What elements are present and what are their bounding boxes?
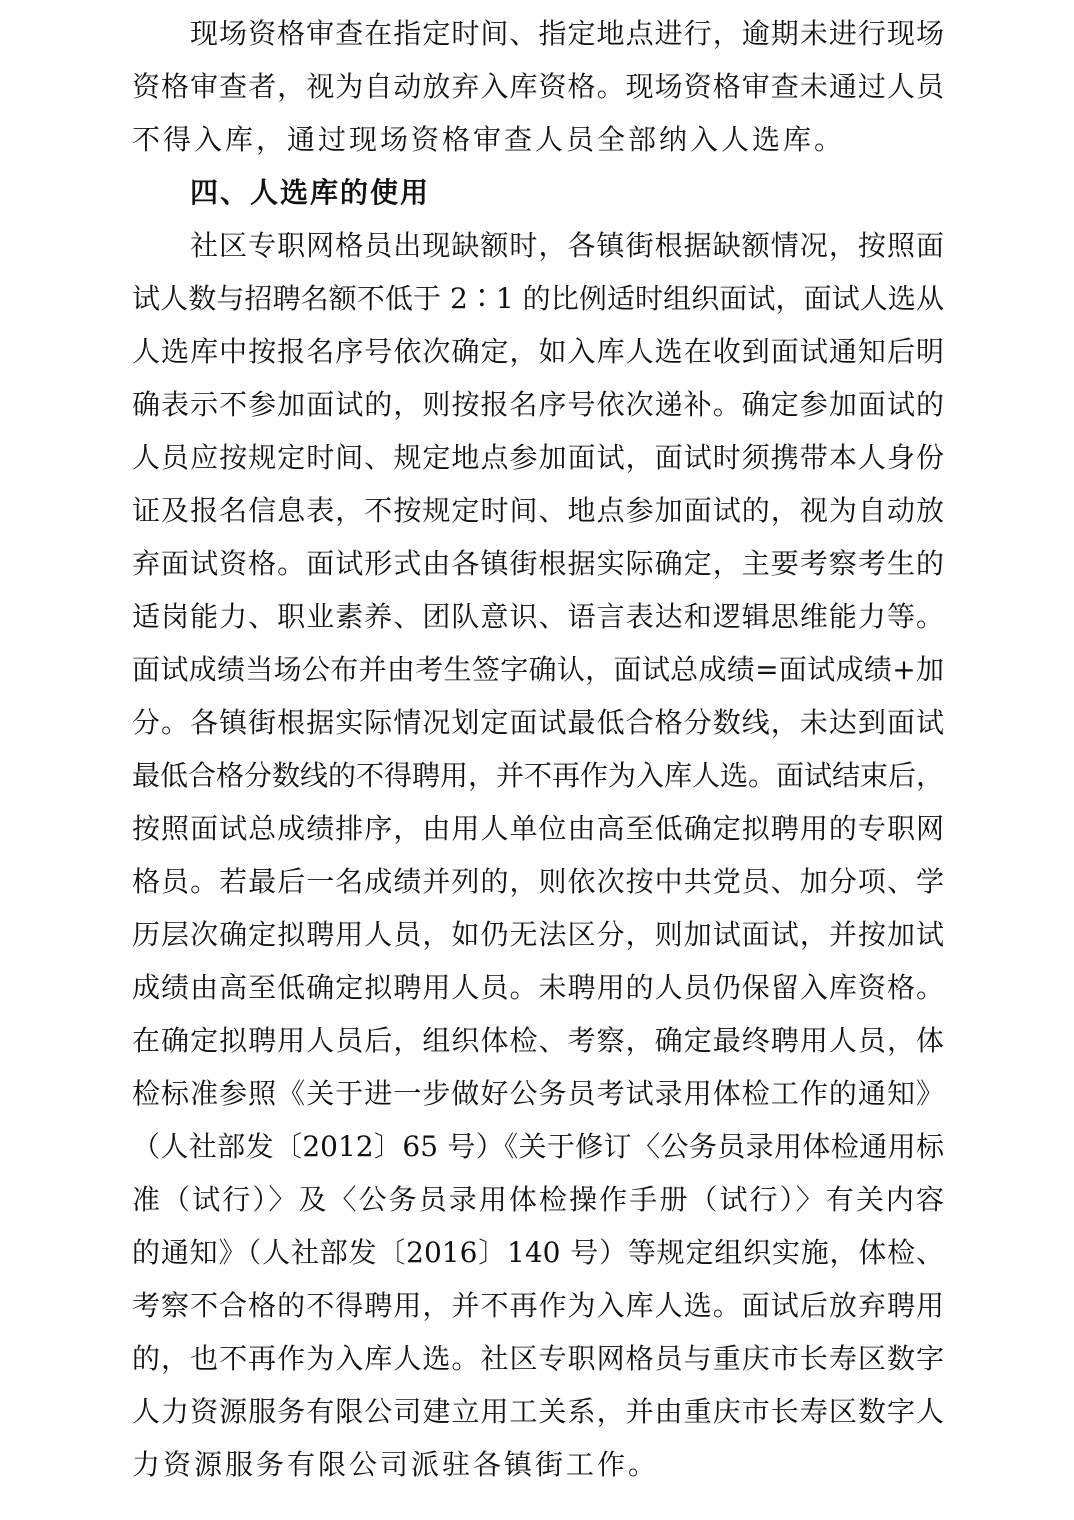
paragraph-2-line-10: 分。各镇街根据实际情况划定面试最低合格分数线，未达到面试 xyxy=(132,706,944,739)
paragraph-2-line-1: 社区专职网格员出现缺额时，各镇街根据缺额情况，按照面 xyxy=(190,229,944,262)
paragraph-2-line-14: 历层次确定拟聘用人员，如仍无法区分，则加试面试，并按加试 xyxy=(132,918,944,951)
paragraph-2-line-4: 确表示不参加面试的，则按报名序号依次递补。确定参加面试的 xyxy=(132,388,944,421)
section-heading: 四、人选库的使用 xyxy=(190,176,431,209)
paragraph-2-line-19: 准（试行）〉及〈公务员录用体检操作手册（试行）〉有关内容 xyxy=(132,1183,944,1216)
paragraph-2-line-20: 的通知》（人社部发〔2016〕140 号）等规定组织实施，体检、 xyxy=(132,1236,944,1269)
paragraph-2-line-11: 最低合格分数线的不得聘用，并不再作为入库人选。面试结束后， xyxy=(132,759,945,792)
paragraph-2-line-22: 的，也不再作为入库人选。社区专职网格员与重庆市长寿区数字 xyxy=(132,1342,944,1375)
paragraph-2-line-24: 力资源服务有限公司派驻各镇街工作。 xyxy=(132,1448,660,1481)
paragraph-2-line-2: 试人数与招聘名额不低于 2∶1 的比例适时组织面试，面试人选从 xyxy=(132,282,944,315)
paragraph-1-line-1: 现场资格审查在指定时间、指定地点进行，逾期未进行现场 xyxy=(190,17,944,50)
paragraph-2-line-23: 人力资源服务有限公司建立用工关系，并由重庆市长寿区数字人 xyxy=(132,1395,944,1428)
paragraph-2-line-12: 按照面试总成绩排序，由用人单位由高至低确定拟聘用的专职网 xyxy=(132,812,944,845)
paragraph-2-line-7: 弃面试资格。面试形式由各镇街根据实际确定，主要考察考生的 xyxy=(132,547,944,580)
paragraph-2-line-16: 在确定拟聘用人员后，组织体检、考察，确定最终聘用人员，体 xyxy=(132,1024,944,1057)
paragraph-2-line-17: 检标准参照《关于进一步做好公务员考试录用体检工作的通知》 xyxy=(132,1077,944,1110)
paragraph-2-line-6: 证及报名信息表，不按规定时间、地点参加面试的，视为自动放 xyxy=(132,494,944,527)
paragraph-2-line-18: （人社部发〔2012〕65 号）《关于修订〈公务员录用体检通用标 xyxy=(132,1130,944,1163)
paragraph-2-line-21: 考察不合格的不得聘用，并不再作为入库人选。面试后放弃聘用 xyxy=(132,1289,944,1322)
paragraph-2-line-9: 面试成绩当场公布并由考生签字确认，面试总成绩=面试成绩+加 xyxy=(132,653,944,686)
paragraph-1-line-3: 不得入库，通过现场资格审查人员全部纳入人选库。 xyxy=(132,123,846,156)
paragraph-2-line-15: 成绩由高至低确定拟聘用人员。未聘用的人员仍保留入库资格。 xyxy=(132,971,944,1004)
paragraph-2-line-5: 人员应按规定时间、规定地点参加面试，面试时须携带本人身份 xyxy=(132,441,944,474)
paragraph-2-line-3: 人选库中按报名序号依次确定，如入库人选在收到面试通知后明 xyxy=(132,335,944,368)
paragraph-1-line-2: 资格审查者，视为自动放弃入库资格。现场资格审查未通过人员 xyxy=(132,70,944,103)
paragraph-2-line-8: 适岗能力、职业素养、团队意识、语言表达和逻辑思维能力等。 xyxy=(132,600,944,633)
paragraph-2-line-13: 格员。若最后一名成绩并列的，则依次按中共党员、加分项、学 xyxy=(132,865,944,898)
